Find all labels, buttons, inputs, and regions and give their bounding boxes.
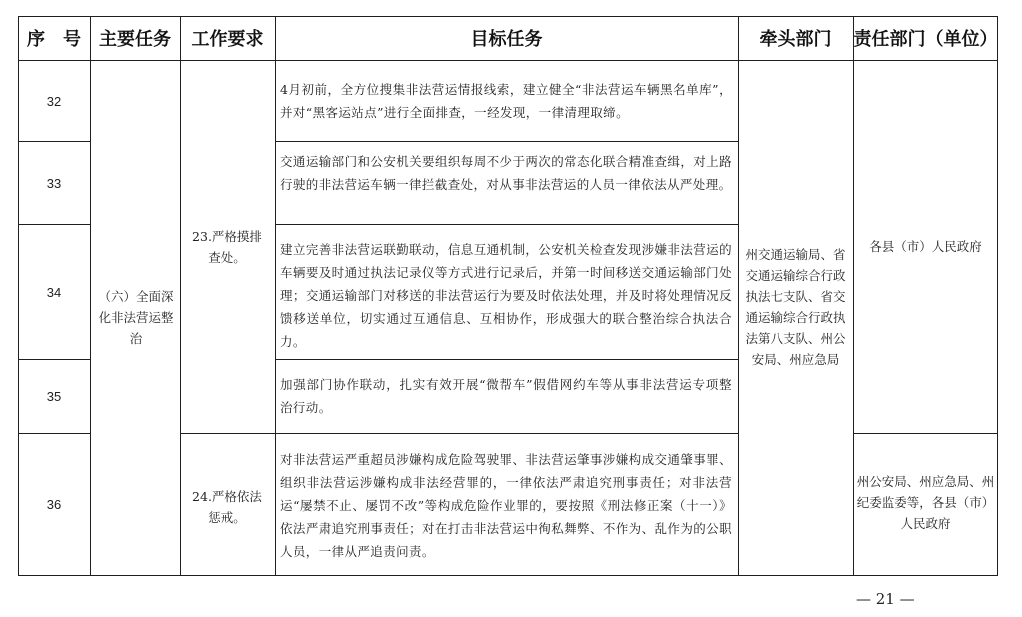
row-line-35-resp — [853, 433, 998, 434]
col-line-5 — [853, 16, 854, 576]
header-work-req: 工作要求 — [191, 29, 264, 50]
work-req-24: 24.严格依法惩戒。 — [192, 489, 262, 525]
page-number: — 21 — — [856, 590, 915, 608]
col-line-2 — [180, 16, 181, 576]
seq-33: 33 — [46, 175, 62, 191]
header-target: 目标任务 — [470, 29, 543, 50]
row-line-32-target — [275, 141, 738, 142]
seq-35: 35 — [46, 389, 62, 404]
target-33: 交通运输部门和公安机关要组织每周不少于两次的常态化联合精准查缉，对上路行驶的非法营运车辆一律拦截查处，对从事非法营运的人员一律依法从严处理。 — [280, 154, 732, 192]
seq-32: 32 — [46, 93, 62, 109]
seq-36: 36 — [46, 497, 62, 512]
work-req-23: 23.严格摸排查处。 — [192, 229, 262, 265]
header-seq: 序 号 — [27, 29, 81, 50]
col-line-3 — [275, 16, 276, 576]
resp-dept-group-2: 州公安局、州应急局、州纪委监委等，各县（市）人民政府 — [856, 474, 995, 531]
header-lead-dept: 牵头部门 — [759, 29, 832, 50]
main-task-6: （六）全面深化非法营运整治 — [98, 289, 174, 346]
header-resp-dept: 责任部门（单位） — [853, 29, 998, 50]
seq-34: 34 — [46, 284, 62, 300]
col-line-1 — [90, 16, 91, 576]
table-border-right — [997, 16, 998, 576]
target-35: 加强部门协作联动，扎实有效开展“微帮车”假借网约车等从事非法营运专项整治行动。 — [280, 377, 732, 415]
task-table — [18, 16, 998, 576]
resp-dept-group-1: 各县（市）人民政府 — [869, 239, 982, 254]
target-36: 对非法营运严重超员涉嫌构成危险驾驶罪、非法营运肇事涉嫌构成交通肇事罪、组织非法营运涉嫌构成非法经营罪的，一律依法严肃追究刑事责任；对非法营运“屡禁不止、屡罚不改”等构成危险作业罪的，要按照《刑法修正案（十一）》依法严肃追究刑事责任；对在打击非法营运中徇私舞弊、不作为、乱作为的公职人员，一律从严追责问责。 — [280, 452, 732, 559]
row-line-35-workreq — [180, 433, 738, 434]
row-line-33-target — [275, 224, 738, 225]
col-line-4 — [738, 16, 739, 576]
row-line-34-target — [275, 359, 738, 360]
table-border-bottom — [18, 575, 998, 576]
target-32: 4月初前，全方位搜集非法营运情报线索，建立健全“非法营运车辆黑名单库”，并对“黑客运站点”进行全面排查，一经发现，一律清理取缔。 — [280, 82, 732, 120]
lead-dept-group: 州交通运输局、省交通运输综合行政执法七支队、省交通运输综合行政执法第八支队、州公安局、州应急局 — [745, 247, 846, 367]
header-bottom-line — [18, 60, 998, 61]
target-34: 建立完善非法营运联勤联动，信息互通机制，公安机关检查发现涉嫌非法营运的车辆要及时通过执法记录仪等方式进行记录后，并第一时间移送交通运输部门处理；交通运输部门对移送的非法营运行为要及时依法处理，并及时将处理情况反馈移送单位，切实通过互通信息、互相协作，形成强大的联合整治综合执法合力。 — [280, 242, 732, 349]
header-main-task: 主要任务 — [99, 29, 171, 50]
